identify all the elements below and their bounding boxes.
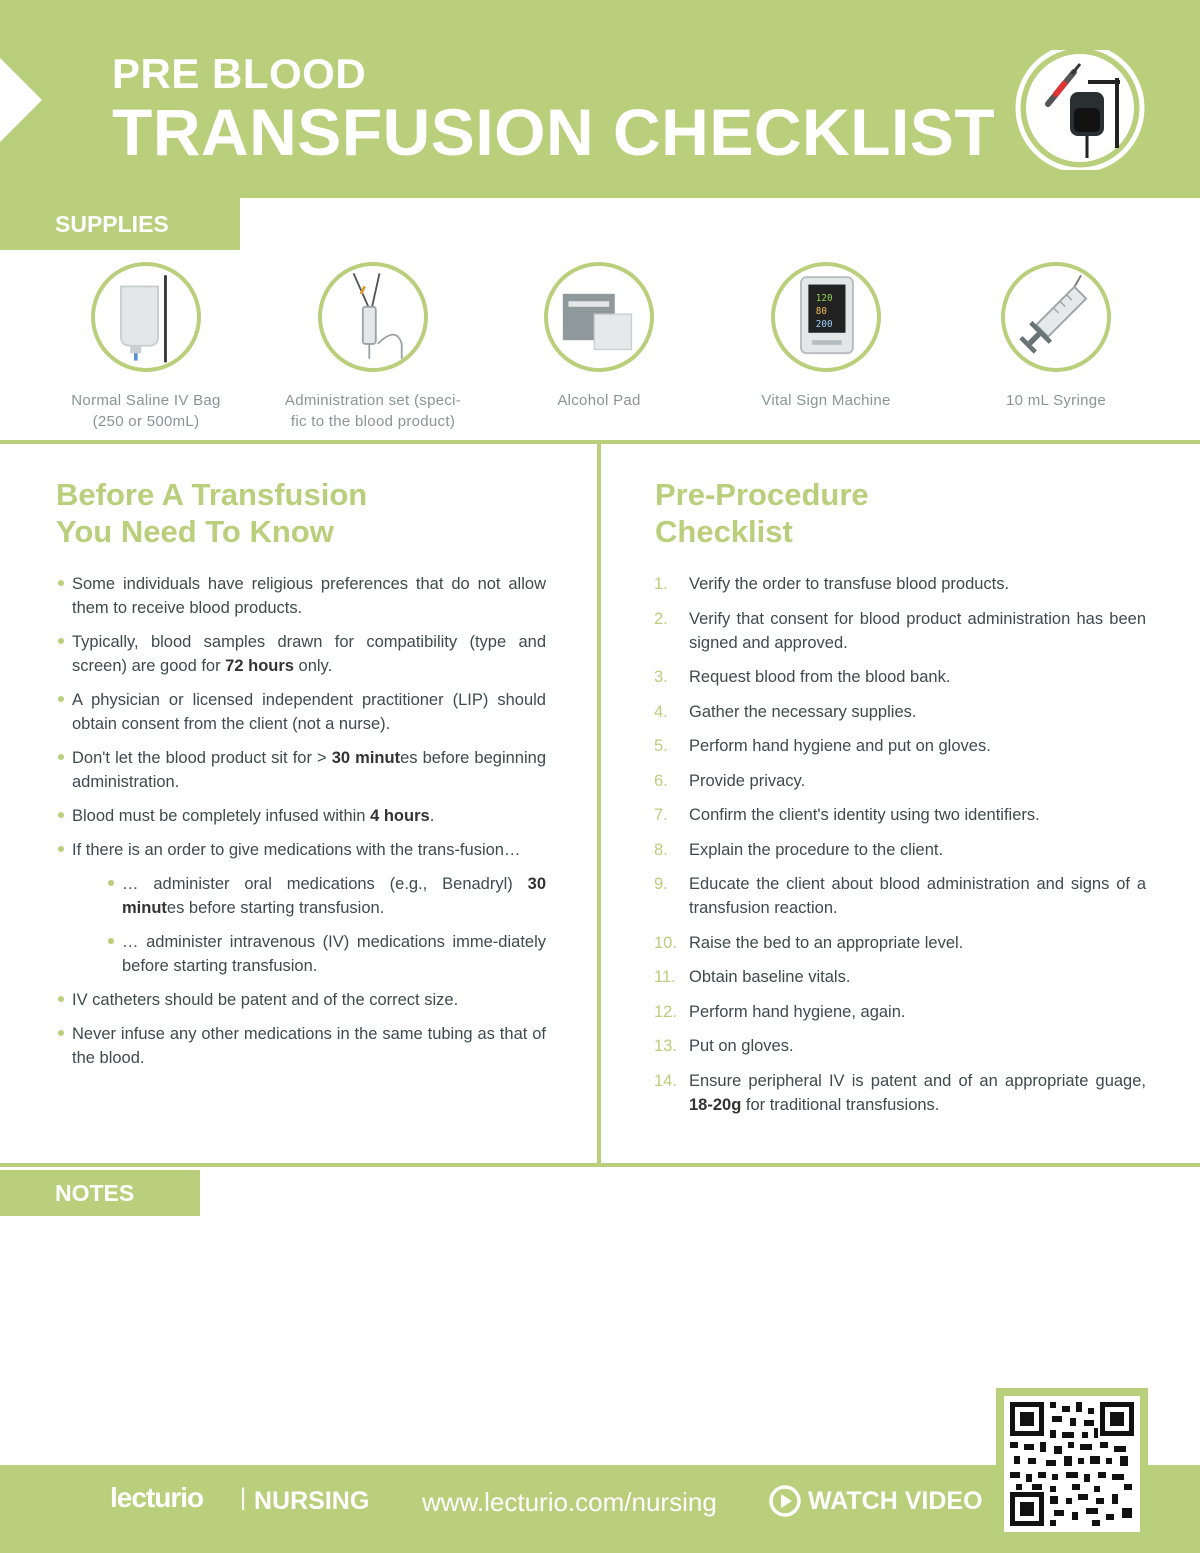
pre-procedure-checklist (654, 572, 1146, 1127)
checklist-item: 2. Verify that consent for blood product administration has been signed and approved. (654, 609, 1146, 652)
vital-sign-machine-icon (771, 262, 881, 372)
supply-label: Alcohol Pad (557, 392, 641, 409)
supply-item-vital-sign-machine (716, 262, 936, 411)
list-item: Never infuse any other medications in the same tubing as that of the blood. (56, 1022, 546, 1070)
administration-set-icon (318, 262, 428, 372)
brand-nursing: NURSING (254, 1487, 370, 1515)
watch-video-link[interactable] (768, 1484, 983, 1518)
website-link[interactable]: www.lecturio.com/nursing (422, 1487, 717, 1517)
checklist-item: 5. Perform hand hygiene and put on gloves. (654, 737, 991, 755)
supply-label: 10 mL Syringe (1005, 392, 1107, 409)
title-line-2: TRANSFUSION CHECKLIST (112, 95, 996, 169)
list-item: A physician or licensed independent practitioner (LIP) should obtain consent from the client (not a nurse). (56, 688, 546, 736)
checklist-item: 9. Educate the client about blood administration and signs of a transfusion reaction. (654, 875, 1146, 917)
list-item: … administer intravenous (IV) medications imme-diately before starting transfusion. (106, 930, 546, 978)
list-item: Don't let the blood product sit for > 30 minutes before beginning administration. (56, 746, 546, 794)
checklist-item: 8. Explain the procedure to the client. (654, 840, 944, 859)
supply-label: Administration set (speci- fic to the blood product) (284, 392, 462, 430)
watch-video-label: WATCH VIDEO (808, 1486, 983, 1515)
notes-tab: NOTES (0, 1170, 200, 1216)
title-line-1: PRE BLOOD (112, 50, 367, 97)
list-item: Typically, blood samples drawn for compatibility (type and screen) are good for 72 hours only. (56, 630, 546, 678)
supplies-tab: SUPPLIES (0, 198, 240, 250)
pre-procedure-heading: Pre-Procedure Checklist (655, 477, 869, 549)
section-divider (0, 1163, 1200, 1167)
supply-item-syringe (946, 262, 1166, 411)
checklist-item: 3. Request blood from the blood bank. (654, 668, 951, 686)
checklist-item: 11. Obtain baseline vitals. (654, 968, 851, 986)
column-divider (597, 444, 601, 1166)
iv-bag-syringe-icon (1012, 50, 1148, 170)
list-item: IV catheters should be patent and of the correct size. (56, 988, 546, 1012)
supply-label: Normal Saline IV Bag (250 or 500mL) (71, 392, 221, 430)
supply-item-administration-set (263, 262, 483, 432)
play-circle-icon (768, 1484, 802, 1518)
checklist-item: 10. Raise the bed to an appropriate level. (654, 933, 964, 952)
list-item: Some individuals have religious preferences that do not allow them to receive blood products. (56, 572, 546, 620)
header-arrow-decoration (0, 58, 42, 142)
checklist-item: 4. Gather the necessary supplies. (654, 702, 917, 721)
qr-code-icon (1010, 1402, 1134, 1526)
list-item: … administer oral medications (e.g., Benadryl) 30 minutes before starting transfusion. (106, 872, 546, 920)
checklist-item: 14. Ensure peripheral IV is patent and of an appropriate guage, 18-20g for traditional transfusions. (654, 1071, 1146, 1114)
list-item: Blood must be completely infused within 4 hours. (56, 804, 546, 828)
checklist-item: 13. Put on gloves. (654, 1037, 794, 1055)
brand-separator: | (240, 1484, 247, 1511)
supply-label: Vital Sign Machine (761, 392, 891, 409)
brand-logo[interactable]: lecturio (110, 1482, 204, 1513)
checklist-item: 7. Confirm the client's identity using two identifiers. (654, 806, 1040, 824)
before-transfusion-heading: Before A Transfusion You Need To Know (56, 477, 368, 549)
supply-item-iv-bag (36, 262, 256, 432)
svg-text:120: 120 (815, 293, 833, 305)
syringe-icon (1001, 262, 1111, 372)
alcohol-pad-icon (544, 262, 654, 372)
list-item: If there is an order to give medications with the trans-fusion… (56, 838, 546, 862)
before-transfusion-list (56, 572, 546, 1080)
svg-text:80: 80 (815, 306, 827, 318)
supply-item-alcohol-pad (489, 262, 709, 411)
svg-text:200: 200 (815, 319, 833, 331)
checklist-item: 12. Perform hand hygiene, again. (654, 1002, 906, 1021)
qr-code-frame[interactable] (996, 1388, 1148, 1540)
checklist-item: 1. Verify the order to transfuse blood products. (654, 575, 1010, 593)
iv-bag-icon (91, 262, 201, 372)
checklist-item: 6. Provide privacy. (654, 771, 806, 790)
